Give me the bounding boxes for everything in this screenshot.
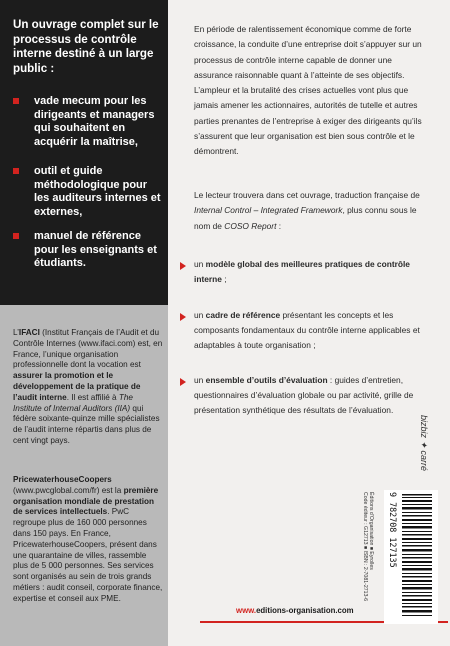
left-bottom-panel bbox=[0, 305, 168, 646]
red-square-icon bbox=[13, 168, 19, 174]
pwc-description: PricewaterhouseCoopers (www.pwcglobal.com/fr) est la première organisation mondiale de prestation de services intellectuels. PwC regroupe plus de 160 000 personnes dans 150 pays. En France, PricewaterhouseCoopers, présent dans une quarantaine de villes, rassemble plus de 5 000 personnes. Ses services sont organisés au sein de trois grands métiers : audit conseil, corporate finance, expertise et conseil aux PME. bbox=[13, 475, 163, 603]
red-arrow-icon bbox=[180, 262, 186, 270]
barcode-number: 9 782708 127135 bbox=[388, 492, 398, 568]
content-bullet-2: un cadre de référence présentant les concepts et les composants fondamentaux du contrôle interne applicables et adaptables à toute organisation ; bbox=[194, 310, 420, 350]
content-bullet-3: un ensemble d’outils d’évaluation : guides d’entretien, questionnaires d’évaluation globale ou par activité, grille de présentation synthétique des résultats de l’évaluation. bbox=[194, 375, 414, 415]
red-arrow-icon bbox=[180, 313, 186, 321]
isbn-info: Éditions d’Organisation ■ Eyrolles Code éditeur : G12713 ■ ISBN : 2-7081-2713-6 bbox=[362, 492, 374, 601]
publisher-logo: bizbiz ✦ carré bbox=[419, 415, 429, 472]
red-square-icon bbox=[13, 98, 19, 104]
bullet-text: outil et guide méthodologique pour les auditeurs internes et externes, bbox=[34, 165, 161, 218]
publisher-url[interactable]: www.editions-organisation.com bbox=[236, 606, 354, 615]
red-arrow-icon bbox=[180, 378, 186, 386]
content-bullet-1: un modèle global des meilleures pratiques de contrôle interne ; bbox=[194, 259, 410, 284]
panel-heading: Un ouvrage complet sur le processus de contrôle interne destiné à un large public : bbox=[13, 18, 159, 75]
intro-paragraph: En période de ralentissement économique comme de forte croissance, la conduite d’une entreprise doit s’appuyer sur un processus de contrôle interne capable de donner une assurance raisonnable quant à l’atteinte de ses objectifs. L’ampleur et la brutalité des crises actuelles vont plus que jamais amener les actionnaires, autorités de tutelle et autres parties prenantes de l’entreprise à exiger des dirigeants qu’ils s’assurent que leur organisation est bien sous contrôle et le démontrent. bbox=[194, 24, 422, 157]
bullet-text: manuel de référence pour les enseignants et étudiants. bbox=[34, 230, 157, 270]
red-square-icon bbox=[13, 233, 19, 239]
ifaci-description: L’IFACI (Institut Français de l’Audit et du Contrôle Internes (www.ifaci.com) est, en France, l’unique organisation professionnelle dont la vocation est assurer la promotion et le développement de la pratique de l’audit interne. Il est affilié à The Institute of Internal Auditors (IIA) qui fédère soixante-quinze mille spécialistes de l’audit interne répartis dans plus de cent vingt pays. bbox=[13, 328, 163, 445]
reader-paragraph: Le lecteur trouvera dans cet ouvrage, traduction française de Internal Control – Integrated Framework, plus connu sous le nom de COSO Report : bbox=[194, 190, 420, 231]
bullet-text: vade mecum pour les dirigeants et managers qui souhaitent en acquérir la maîtrise, bbox=[34, 95, 155, 148]
left-top-panel bbox=[0, 0, 168, 305]
